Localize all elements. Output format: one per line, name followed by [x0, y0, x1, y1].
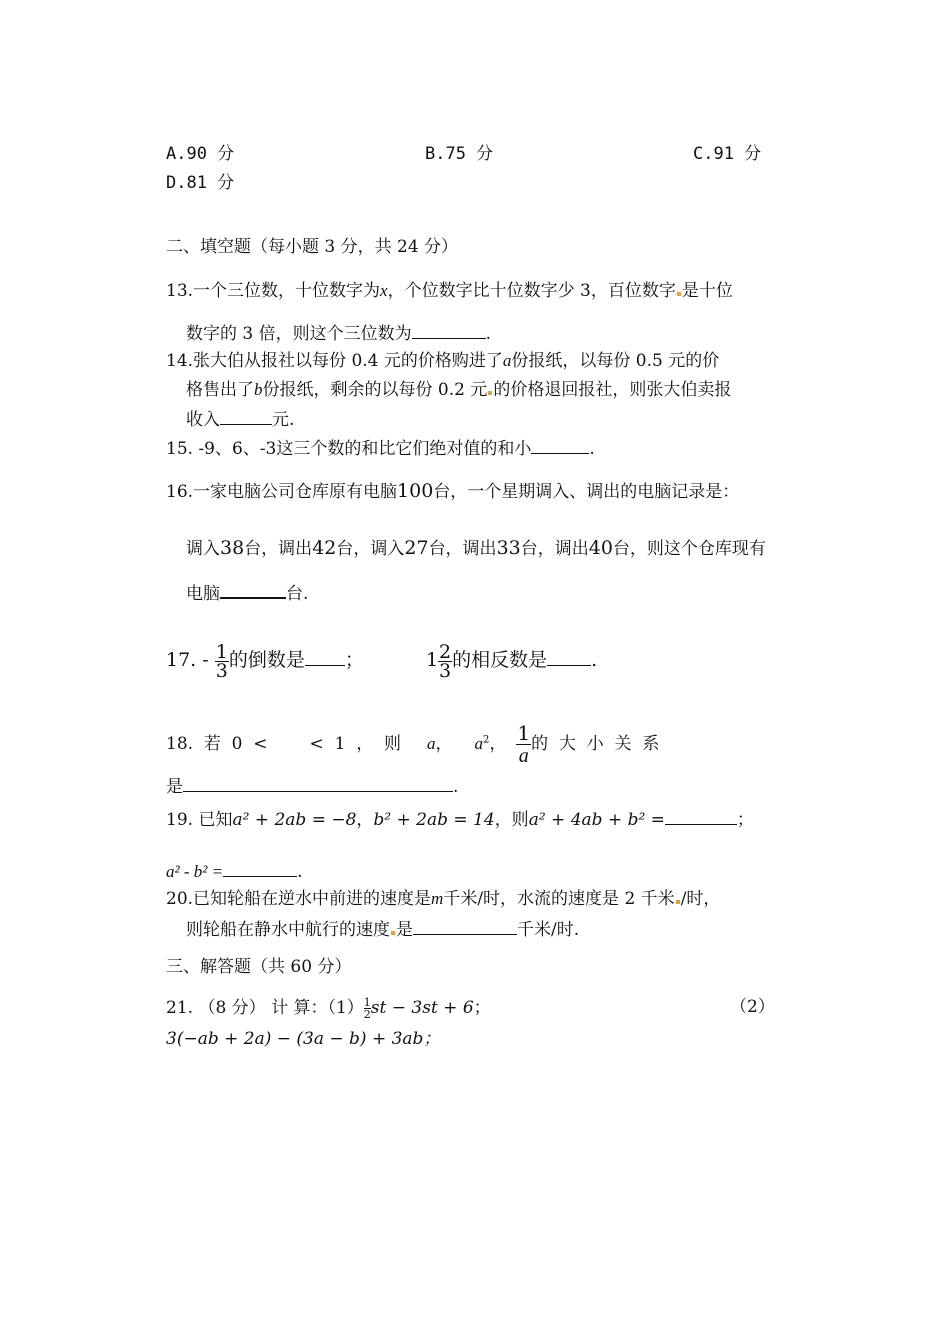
q18-line2: 是 [166, 777, 183, 797]
q20-var-m: m [431, 889, 444, 908]
q19-text-a: 19. 已知 [166, 810, 233, 830]
q19-line2-expr: a² - b² = [166, 862, 224, 881]
q18-sq-exp: 2 [483, 734, 490, 746]
question-19-line1 [166, 808, 754, 831]
q16-num-40: 40 [588, 537, 613, 559]
q21-text-a: 21. （8 分） 计 算：（1） [166, 998, 364, 1018]
q16-num-42: 42 [312, 537, 337, 559]
q18-end: . [453, 777, 459, 797]
q14-text-f: 收入 [186, 410, 220, 430]
section-2-title: 二、填空题（每小题 3 分，共 24 分） [166, 237, 459, 257]
q20-text-a: 20.已知轮船在逆水中前进的速度是 [166, 889, 432, 909]
q15-end: . [589, 439, 595, 459]
q17-frac1-numerator: 1 [215, 640, 228, 663]
q13-text-c: 是十位 [681, 281, 733, 301]
q17-text-c: ； [344, 649, 364, 671]
q17-whole: 1 [425, 649, 439, 671]
question-15 [166, 437, 595, 460]
q16-answer-blank[interactable] [220, 581, 286, 599]
option-a: A.90 分 [166, 144, 235, 164]
question-13-line1 [166, 280, 733, 302]
q19-blank-1[interactable] [665, 808, 737, 825]
q16-num-38: 38 [220, 537, 245, 559]
q18-text-b: < 1 ， 则 [309, 734, 402, 754]
q16-text-d: 台，调出 [244, 539, 313, 559]
q17-text-b: 的倒数是 [228, 649, 305, 671]
q20-text-b: 千米/时，水流的速度是 2 千米 [443, 889, 675, 909]
q17-blank-1[interactable] [305, 649, 345, 666]
q16-text-g: 台，调出 [520, 539, 589, 559]
q16-text-f: 台，调出 [428, 539, 497, 559]
question-13-line2 [186, 322, 491, 345]
q17-fraction-1 [215, 640, 229, 682]
q18-frac-numerator: 1 [517, 721, 531, 745]
q13-line2: 数字的 3 倍，则这个三位数为 [186, 324, 412, 344]
option-d: D.81 分 [166, 173, 235, 193]
q21-frac-numerator: 1 [363, 996, 371, 1009]
q17-blank-2[interactable] [547, 649, 591, 666]
highlight-dot [676, 900, 680, 904]
q17-frac2-denominator: 3 [439, 659, 452, 682]
q17-fraction-2 [438, 640, 452, 682]
q20-text-e: 是 [396, 920, 413, 940]
q16-text-b: 台，一个星期调入、调出的电脑记录是： [433, 482, 740, 502]
q15-answer-blank[interactable] [531, 437, 589, 454]
q21-semicolon: ； [473, 998, 491, 1018]
q16-text-j: 台. [286, 584, 309, 604]
q18-fraction [516, 722, 531, 767]
question-19-line2 [166, 860, 302, 883]
q18-frac-denominator: a [518, 745, 529, 767]
option-b: B.75 分 [425, 144, 494, 164]
highlight-dot [677, 292, 681, 296]
q14-text-c: 格售出了 [186, 380, 254, 400]
q13-answer-blank[interactable] [412, 322, 486, 339]
q19-expr-1: a² + 2ab = −8 [232, 810, 357, 830]
q17-frac2-numerator: 2 [439, 640, 452, 663]
question-16-line3 [186, 581, 308, 605]
q21-fraction [364, 997, 371, 1020]
q18-answer-blank[interactable] [183, 775, 453, 792]
q16-num-27: 27 [404, 537, 429, 559]
q13-text-b: ，个位数字比十位数字少 3，百位数字 [387, 281, 676, 301]
q13-end: . [485, 324, 492, 344]
section-3-title: 三、解答题（共 60 分） [166, 957, 352, 977]
question-18-line2 [166, 775, 458, 798]
q16-text-a: 16.一家电脑公司仓库原有电脑 [166, 482, 398, 502]
q19-end: . [297, 862, 303, 882]
question-14-line1 [166, 350, 719, 372]
q18-text-c: 的 大 小 关 系 [531, 734, 660, 754]
q14-var-a: a [502, 351, 512, 370]
q17-end: . [591, 649, 598, 671]
question-21-line1 [166, 992, 491, 1024]
q20-text-f: 千米/时. [517, 920, 580, 940]
question-18-line1 [166, 722, 659, 767]
question-14-line2 [186, 379, 731, 401]
q20-text-d: 则轮船在静水中航行的速度 [186, 920, 390, 940]
q17-text-d: 的相反数是 [452, 649, 548, 671]
q13-var-x: x [380, 281, 388, 300]
question-16-line2 [186, 537, 766, 560]
q19-text-d: ； [736, 810, 754, 830]
highlight-dot [391, 931, 395, 935]
q16-text-e: 台，调入 [336, 539, 405, 559]
q19-text-c: ，则 [494, 810, 529, 830]
q19-expr-2: b² + 2ab = 14 [373, 810, 495, 830]
q16-num-33: 33 [496, 537, 521, 559]
q18-sq-base: a [474, 734, 484, 753]
q15-text: 15. -9、6、-3这三个数的和比它们绝对值的和小 [166, 439, 532, 459]
highlight-dot [488, 391, 492, 395]
question-20-line2 [186, 918, 579, 941]
q18-comma-1: ， [435, 734, 453, 754]
q14-text-b: 份报纸，以每份 0.5 元的价 [511, 351, 720, 371]
q13-text-a: 13.一个三位数，十位数字为 [166, 281, 381, 301]
q16-text-c: 调入 [186, 539, 220, 559]
q17-frac1-denominator: 3 [215, 659, 228, 682]
q20-text-c: /时， [680, 889, 721, 909]
q16-text-h: 台，则这个仓库现有 [612, 539, 766, 559]
q21-part2-label: （2） [730, 997, 775, 1017]
q21-frac-denominator: 2 [363, 1008, 371, 1021]
question-14-line3 [186, 408, 294, 431]
q16-num-100: 100 [397, 480, 434, 502]
q19-blank-2[interactable] [223, 860, 297, 877]
q14-var-b: b [254, 380, 263, 399]
q17-text-a: 17. - [166, 649, 209, 671]
question-17 [166, 640, 597, 680]
q16-text-i: 电脑 [186, 584, 220, 604]
q14-answer-blank[interactable] [220, 408, 272, 425]
q18-text-a: 18. 若 0 < [166, 734, 268, 754]
q19-sep: ， [356, 810, 374, 830]
q19-expr-3: a² + 4ab + b² = [528, 810, 665, 830]
option-c: C.91 分 [693, 144, 762, 164]
q18-var-a: a [427, 734, 436, 753]
q14-text-g: 元. [272, 410, 295, 430]
q14-text-d: 份报纸，剩余的以每份 0.2 元 [262, 380, 488, 400]
q21-expr-2: 3(−ab + 2a) − (3a − b) + 3ab； [166, 1029, 441, 1049]
q14-text-a: 14.张大伯从报社以每份 0.4 元的价格购进了 [166, 351, 503, 371]
q21-expr-1: st − 3st + 6 [370, 998, 474, 1018]
q20-answer-blank[interactable] [413, 918, 517, 935]
question-20-line1 [166, 888, 720, 910]
q18-comma-2: ， [489, 734, 507, 754]
question-16-line1 [166, 480, 739, 503]
q14-text-e: 的价格退回报社，则张大伯卖报 [493, 380, 732, 400]
